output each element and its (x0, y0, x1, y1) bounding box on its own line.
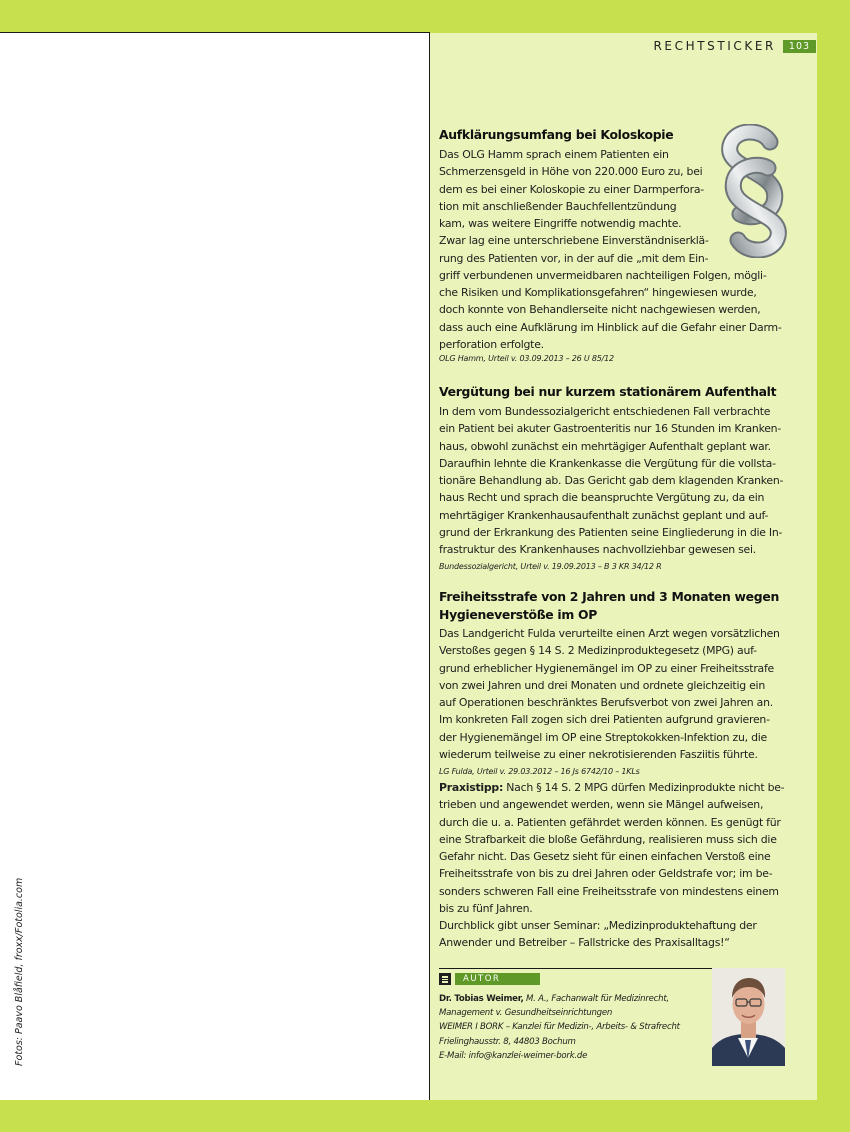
article-1-body-a (439, 146, 710, 267)
text-line: Daraufhin lehnte die Krankenkasse die Vergütung für die vollsta- (439, 456, 776, 470)
article-2-body (439, 403, 785, 558)
text-line: tionäre Behandlung ab. Das Gericht gab dem klagenden Kranken- (439, 474, 784, 487)
text-line: durch die u. a. Patienten gefährdet werden können. Es genügt für (439, 815, 781, 829)
text-line: perforation erfolgte. (439, 337, 544, 351)
text-line: griff verbundenen unvermeidbaren nachteiligen Folgen, mögli- (439, 268, 767, 282)
text-line (439, 779, 785, 796)
article-3-title (439, 588, 785, 623)
author-title: M. A., Fachanwalt für Medizinrecht, (523, 994, 669, 1004)
text-line: Freiheitsstrafe von bis zu drei Jahren oder Geldstrafe vor; im be- (439, 867, 773, 881)
text-line: Gefahr nicht. Das Gesetz sieht für einen einfachen Verstoß eine (439, 850, 771, 863)
text-line: Verstoßes gegen § 14 S. 2 Medizinproduktegesetz (MPG) auf- (439, 644, 757, 658)
title-line: Hygieneverstöße im OP (439, 606, 598, 622)
author-tag: AUTOR (455, 973, 540, 985)
top-rule (0, 32, 430, 33)
title-line: Freiheitsstrafe von 2 Jahren und 3 Monaten wegen (439, 589, 779, 604)
text-line: dass auch eine Aufklärung im Hinblick auf die Gefahr einer Darm- (439, 320, 782, 334)
text-line: Das OLG Hamm sprach einem Patienten ein (439, 148, 669, 161)
practice-tip-label: Praxistipp: (439, 781, 504, 794)
practice-tip (439, 779, 785, 952)
text-line: eine Strafbarkeit die bloße Gefährdung, realisieren muss sich die (439, 832, 777, 846)
article-1-citation: OLG Hamm, Urteil v. 03.09.2013 – 26 U 85/12 (439, 354, 614, 363)
page-number: 103 (783, 40, 816, 53)
right-accent-band (817, 0, 850, 1132)
article-3-body (439, 625, 785, 763)
column-divider (429, 33, 430, 1100)
text-line: Im konkreten Fall zogen sich drei Patienten aufgrund gravieren- (439, 713, 770, 727)
article-3-citation: LG Fulda, Urteil v. 29.03.2012 – 16 Js 6742/10 – 1KLs (439, 767, 640, 776)
text-line: kam, was weitere Eingriffe notwendig machte. (439, 217, 682, 230)
text-line: doch konnte von Behandlerseite nicht nachgewiesen werden, (439, 303, 761, 317)
section-title: RECHTSTICKER (653, 39, 776, 53)
text-line: auf Operationen beschränktes Berufsverbot von zwei Jahren an. (439, 696, 773, 709)
author-line: Frielinghausstr. 8, 44803 Bochum (439, 1036, 576, 1047)
text-line: Schmerzensgeld in Höhe von 220.000 Euro zu, bei (439, 165, 703, 179)
author-photo (712, 968, 785, 1066)
text-line: sonders schweren Fall eine Freiheitsstrafe von mindestens einem (439, 884, 779, 898)
paragraph-sign-icon (718, 124, 790, 258)
author-line: WEIMER I BORK – Kanzlei für Medizin-, Arbeits- & Strafrecht (439, 1022, 680, 1033)
text-line: von zwei Jahren und drei Monaten und ordnete gleichzeitig ein (439, 678, 765, 692)
text-line: Durchblick gibt unser Seminar: „Medizinproduktehaftung der (439, 919, 757, 932)
text-line: ein Patient bei akuter Gastroenteritis nur 16 Stunden im Kranken- (439, 422, 782, 436)
text-line: Anwender und Betreiber – Fallstricke des Praxisalltags!“ (439, 936, 730, 950)
author-email: E-Mail: info@kanzlei-weimer-bork.de (439, 1050, 588, 1061)
text-line: bis zu fünf Jahren. (439, 901, 533, 915)
text-line: Zwar lag eine unterschriebene Einverständniserklä- (439, 234, 709, 248)
text-line: rung des Patienten vor, in der auf die „mit dem Ein- (439, 251, 709, 265)
text-line: grund der Erkrankung des Patienten seine Eingliederung in die In- (439, 525, 783, 539)
text-line: haus, obwohl zunächst ein mehrtägiger Aufenthalt geplant war. (439, 439, 771, 453)
text-line: che Risiken und Komplikationsgefahren“ hingewiesen wurde, (439, 286, 757, 299)
top-accent-band (0, 0, 850, 33)
author-line: Management v. Gesundheitseinrichtungen (439, 1008, 613, 1019)
author-info (439, 992, 714, 1063)
text-line: der Hygienemängel im OP eine Streptokokken-Infektion zu, die (439, 730, 767, 744)
author-name: Dr. Tobias Weimer, (439, 994, 524, 1004)
article-1-title: Aufklärungsumfang bei Koloskopie (439, 127, 674, 142)
author-menu-icon (439, 973, 451, 985)
article-1-body-b (439, 267, 785, 353)
article-2-title: Vergütung bei nur kurzem stationärem Aufenthalt (439, 384, 777, 399)
author-name-line (439, 992, 714, 1006)
text-line: dem es bei einer Koloskopie zu einer Darmperfora- (439, 182, 704, 196)
text-line: grund erheblicher Hygienemängel im OP zu einer Freiheitsstrafe (439, 661, 774, 675)
text-line: trieben und angewendet werden, wenn sie Mängel aufweisen, (439, 798, 764, 812)
article-2-citation: Bundessozialgericht, Urteil v. 19.09.2013 – B 3 KR 34/12 R (439, 562, 662, 571)
text-line: In dem vom Bundessozialgericht entschiedenen Fall verbrachte (439, 405, 771, 418)
left-blank-page (0, 33, 430, 1100)
text-line: Das Landgericht Fulda verurteilte einen Arzt wegen vorsätzlichen (439, 627, 780, 640)
text-line: mehrtägiger Krankenhausaufenthalt zunächst geplant und auf- (439, 508, 769, 522)
photo-credit: Fotos: Paavo Blåfield, froxx/Fotolia.com (14, 877, 25, 1066)
text-line: haus Recht und sprach die beanspruchte Vergütung zu, da ein (439, 491, 765, 505)
bottom-accent-band (0, 1100, 850, 1132)
text-line: tion mit anschließender Bauchfellentzündung (439, 199, 677, 213)
text-line: frastruktur des Krankenhauses nachvollziehbar gewesen sei. (439, 543, 756, 556)
practice-tip-first: Nach § 14 S. 2 MPG dürfen Medizinprodukte nicht be- (503, 781, 785, 794)
text-line: wiederum teilweise zu einer nekrotisierenden Fasziitis führte. (439, 747, 758, 761)
